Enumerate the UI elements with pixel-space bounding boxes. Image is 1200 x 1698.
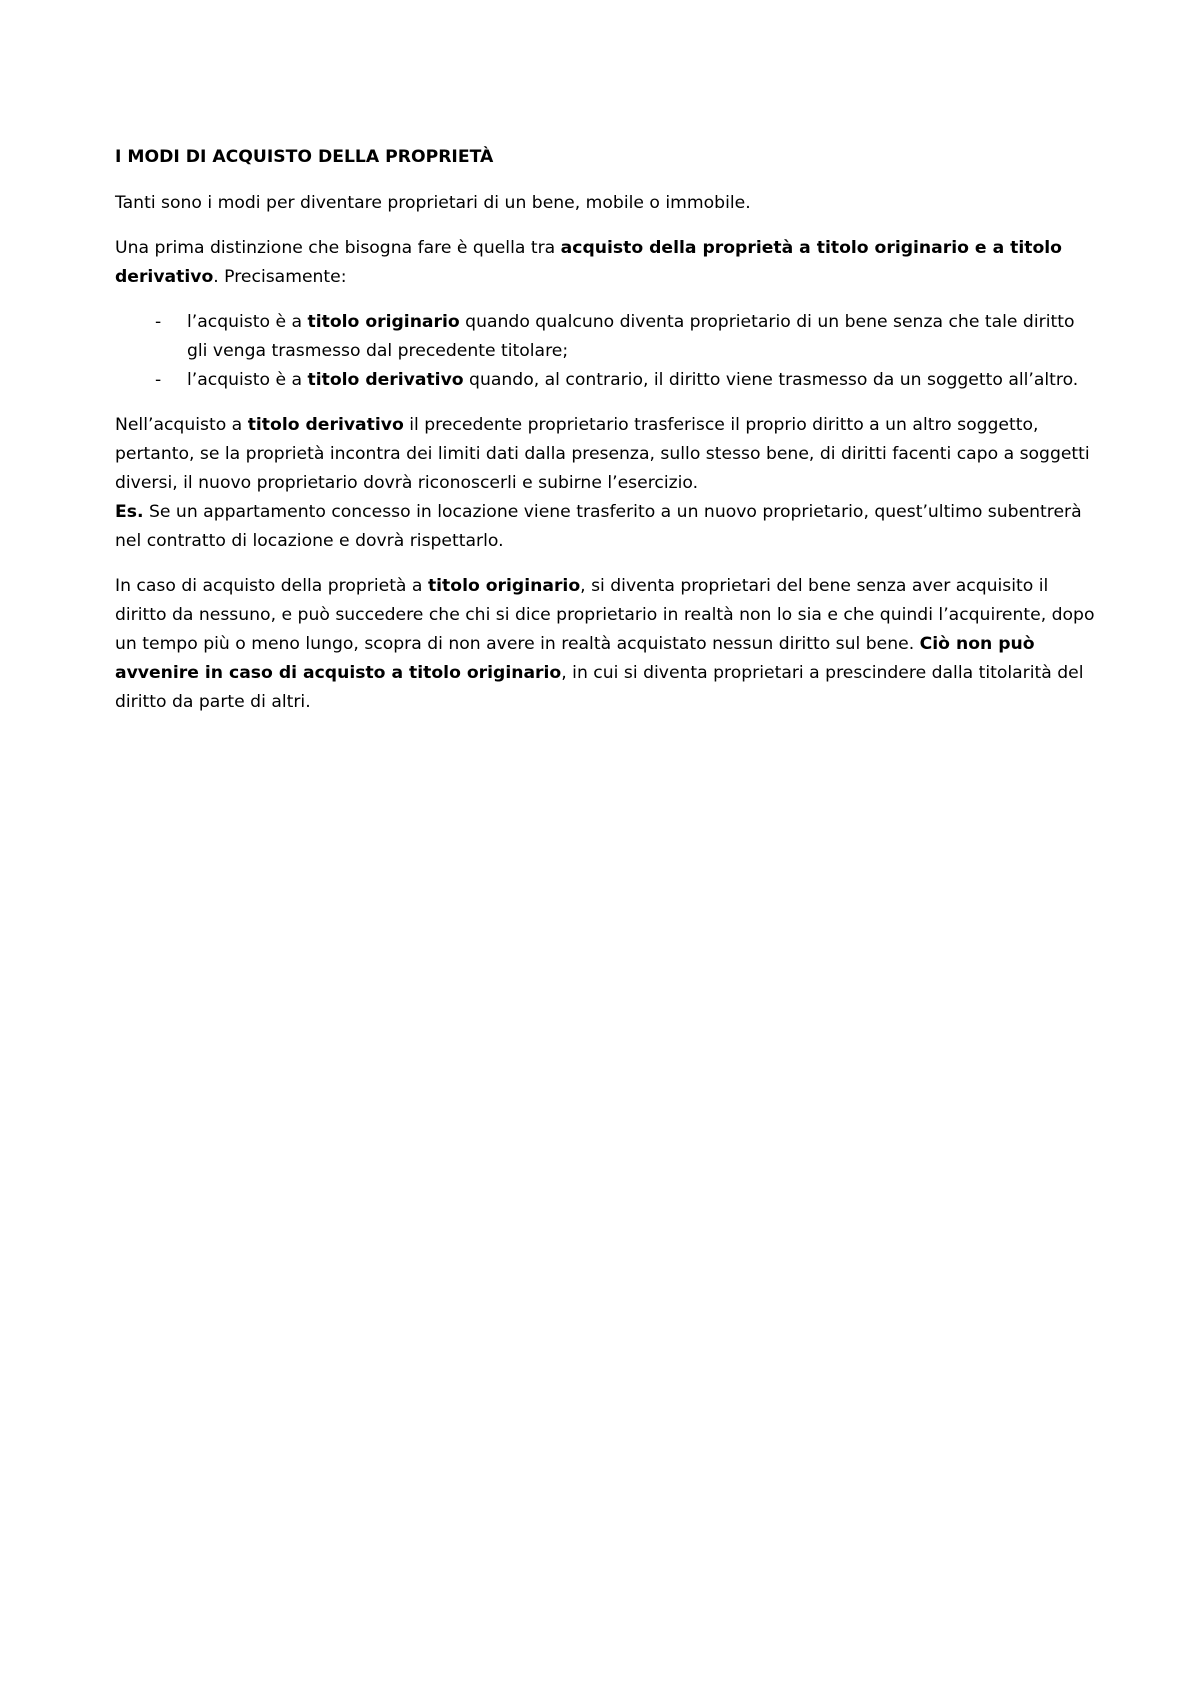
originario-text-3: , in cui si diventa proprietari a prescindere dalla titolarità del diritto da parte di altri. [115, 663, 1084, 712]
definitions-list [115, 308, 1095, 395]
example-text: Se un appartamento concesso in locazione viene trasferito a un nuovo proprietario, quest’ultimo subentrerà nel contratto di locazione e dovrà rispettarlo. [115, 502, 1082, 551]
originario-bold-term: titolo originario [427, 576, 581, 596]
distinction-bold-term: acquisto della proprietà a titolo originario e a titolo derivativo [115, 238, 1062, 287]
example-label: Es. [115, 502, 144, 522]
derivativo-text-1: Nell’acquisto a [115, 415, 248, 435]
bullet-dash: - [155, 370, 162, 390]
document-title: I MODI DI ACQUISTO DELLA PROPRIETÀ [115, 147, 494, 167]
originario-paragraph [115, 572, 1095, 717]
originario-bold-statement: Ciò non può avvenire in caso di acquisto a titolo originario [115, 634, 1035, 683]
list-item-text-1: l’acquisto è a [187, 370, 308, 390]
list-item-bold-term: titolo originario [307, 312, 460, 332]
distinction-paragraph [115, 234, 1095, 292]
derivativo-bold-term: titolo derivativo [247, 415, 404, 435]
list-item-derivativo [115, 366, 1095, 395]
list-item-bold-term: titolo derivativo [307, 370, 464, 390]
distinction-text-2: . Precisamente: [213, 267, 347, 287]
bullet-dash: - [155, 312, 162, 332]
list-item-text-1: l’acquisto è a [187, 312, 308, 332]
list-item-originario [115, 308, 1095, 366]
intro-paragraph: Tanti sono i modi per diventare proprietari di un bene, mobile o immobile. [115, 193, 751, 213]
list-item-text-2: quando qualcuno diventa proprietario di un bene senza che tale diritto gli venga trasmesso dal precedente titolare; [187, 312, 1075, 361]
list-item-text-2: quando, al contrario, il diritto viene trasmesso da un soggetto all’altro. [463, 370, 1079, 390]
derivativo-text-2: il precedente proprietario trasferisce il proprio diritto a un altro soggetto, pertanto, se la proprietà incontra dei limiti dati dalla presenza, sullo stesso bene, di diritti facenti capo a soggetti diversi, il nuovo proprietario dovrà riconoscerli e subirne l’esercizio. [115, 415, 1090, 493]
distinction-text-1: Una prima distinzione che bisogna fare è quella tra [115, 238, 561, 258]
originario-text-2: , si diventa proprietari del bene senza aver acquisito il diritto da nessuno, e può succedere che chi si dice proprietario in realtà non lo sia e che quindi l’acquirente, dopo un tempo più o meno lungo, scopra di non avere in realtà acquistato nessun diritto sul bene. [115, 576, 1095, 654]
originario-text-1: In caso di acquisto della proprietà a [115, 576, 428, 596]
document-body [115, 143, 1095, 733]
derivativo-paragraph [115, 411, 1095, 556]
